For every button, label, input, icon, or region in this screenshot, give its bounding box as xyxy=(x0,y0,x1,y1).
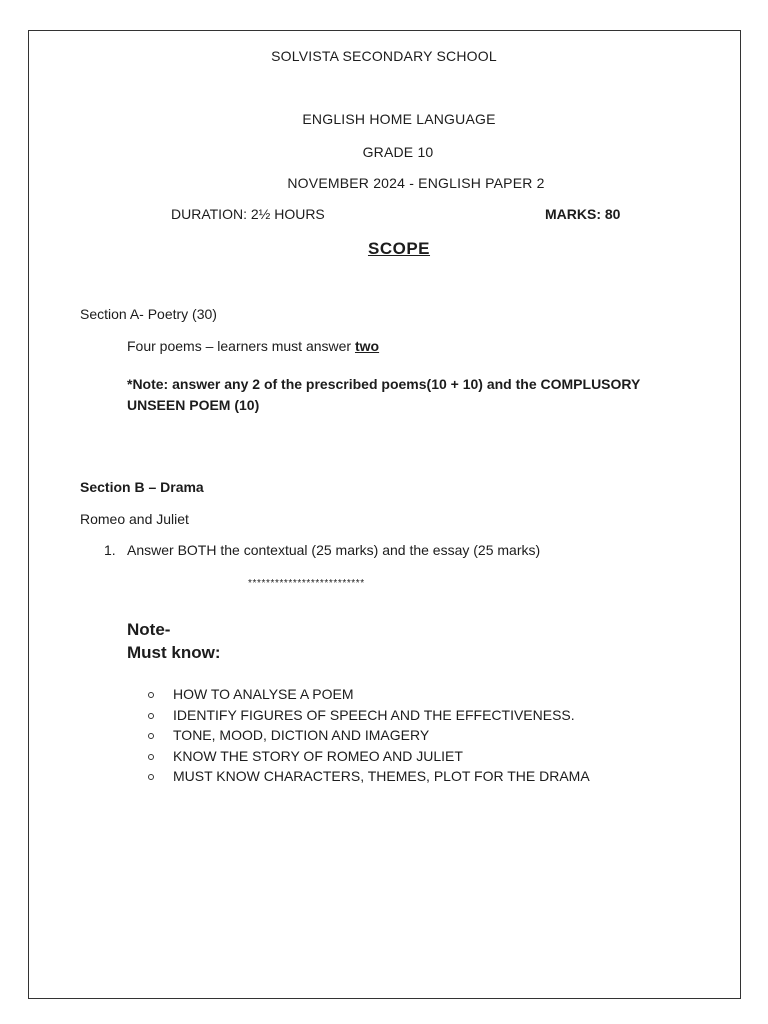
bullet-icon xyxy=(148,733,154,739)
list-item: MUST KNOW CHARACTERS, THEMES, PLOT FOR THE DRAMA xyxy=(148,768,590,789)
bullet-icon xyxy=(148,774,154,780)
grade-title: GRADE 10 xyxy=(362,144,434,160)
bullet-icon xyxy=(148,692,154,698)
bullet-icon xyxy=(148,754,154,760)
note-subheading: Must know: xyxy=(127,643,221,662)
divider-stars: ************************** xyxy=(248,578,365,589)
bullet-icon xyxy=(148,713,154,719)
instruction-emphasis: two xyxy=(354,338,380,354)
drama-work: Romeo and Juliet xyxy=(80,511,189,527)
list-item: TONE, MOOD, DICTION AND IMAGERY xyxy=(148,727,590,748)
poetry-note xyxy=(127,374,640,416)
poetry-note-line2: UNSEEN POEM (10) xyxy=(127,397,260,413)
marks-label: MARKS: 80 xyxy=(545,206,621,222)
school-name: SOLVISTA SECONDARY SCHOOL xyxy=(271,48,497,64)
note-heading: Note- xyxy=(127,620,171,639)
drama-item-text: Answer BOTH the contextual (25 marks) and the essay (25 marks) xyxy=(127,542,541,558)
must-know-list xyxy=(148,686,590,789)
list-item: KNOW THE STORY OF ROMEO AND JULIET xyxy=(148,748,590,769)
drama-item-number: 1. xyxy=(104,542,116,558)
subject-title: ENGLISH HOME LANGUAGE xyxy=(302,111,496,127)
section-a-instruction xyxy=(127,338,379,354)
section-a-title: Section A- Poetry (30) xyxy=(80,306,217,322)
duration-label: DURATION: 2½ HOURS xyxy=(171,206,325,222)
section-b-title: Section B – Drama xyxy=(80,479,204,495)
paper-title: NOVEMBER 2024 - ENGLISH PAPER 2 xyxy=(287,175,545,191)
list-item: HOW TO ANALYSE A POEM xyxy=(148,686,590,707)
instruction-text: Four poems – learners must answer xyxy=(127,338,355,354)
scope-title: SCOPE xyxy=(367,239,431,258)
poetry-note-line1: *Note: answer any 2 of the prescribed poems(10 + 10) and the COMPLUSORY xyxy=(127,376,641,392)
list-item: IDENTIFY FIGURES OF SPEECH AND THE EFFECTIVENESS. xyxy=(148,707,590,728)
